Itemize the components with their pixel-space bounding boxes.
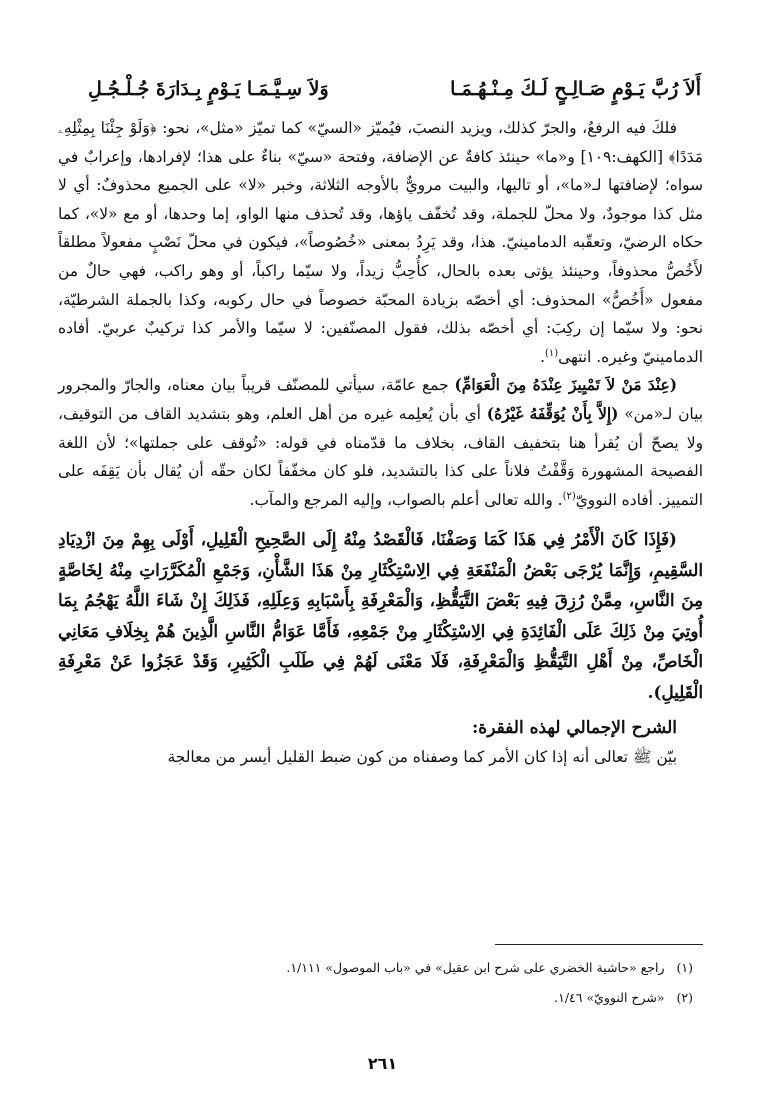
- poetry-verse: [58, 74, 703, 104]
- commentary-text: أي بأن يُعلِمه غيره من أهل العلم، وهو بتشديد القاف من التوقيف، ولا يصحّ أن يُقرأ هنا بتخفيف القاف، بخلاف ما قدّمناه في قوله: «تُوقف على جملتها»؛ لأن اللغة الفصيحة المشهورة وَقَّفْتُ فلاناً على كذا بالتشديد، فلو كان مخفّفاً لكان حقّه أن يُقال بأن يَقِفَه على التمييز. أفاده النوويّ: [58, 404, 703, 509]
- page-number: ٢٦١: [367, 1054, 398, 1073]
- footnote-2: [60, 988, 693, 1008]
- commentary-text: . والله تعالى أعلم بالصواب، وإليه المرجع والمآب.: [249, 490, 563, 509]
- section-heading: الشرح الإجمالي لهذه الفقرة:: [472, 718, 677, 739]
- matn-paragraph: (فَإِذَا كَانَ الْأَمْرُ فِي هَذَا كَمَا وَصَفْنَا، فَالْقَصْدُ مِنْهُ إِلَى الصَّحِيحِ الْقَلِيلِ، أَوْلَى بِهِمْ مِنَ ازْدِيَادِ السَّقِيمِ، وَإِنَّمَا يُرْجَى بَعْضُ الْمَنْفَعَةِ فِي الِاسْتِكْثَارِ مِنْ هَذَا الشَّأْنِ، وَجَمْعِ الْمُكَرَّرَاتِ مِنْهُ لِخَاصَّةٍ مِنَ النَّاسِ، مِمَّنْ رُزِقَ فِيهِ بَعْضَ التَّيَقُّظِ، وَالْمَعْرِفَةِ بِأَسْبَابِهِ وَعِلَلِهِ، فَذَلِكَ إِنْ شَاءَ اللَّهُ يَهْجُمُ بِمَا أُوتِيَ مِنْ ذَلِكَ عَلَى الْفَائِدَةِ فِي الِاسْتِكْثَارِ مِنْ جَمْعِهِ، فَأَمَّا عَوَامُّ النَّاسِ الَّذِينَ هُمْ بِخِلَافِ مَعَانِي الْخَاصِّ، مِنْ أَهْلِ التَّيَقُّظِ وَالْمَعْرِفَةِ، فَلَا مَعْنَى لَهُمْ فِي طَلَبِ الْكَثِيرِ، وَقَدْ عَجَزُوا عَنْ مَعْرِفَةِ الْقَلِيلِ).: [58, 529, 703, 702]
- matn-quote-1: (عِنْدَ مَنْ لاَ تَمْيِيزَ عِنْدَهُ مِنَ الْعَوَامِّ): [454, 376, 677, 395]
- footnote-1: [60, 958, 693, 978]
- verse-first-hemistich: أَلاَ رُبَّ يَـوْمٍ صَـالِـحٍ لَـكَ مِـنْـهُـمَـا: [450, 78, 701, 100]
- footnote-ref-2: (٢): [562, 490, 576, 502]
- footnote-text: «شرح النوويّ» ١/٤٦.: [554, 990, 665, 1005]
- page-body: [58, 74, 703, 772]
- commentary-text: جمع عامّة، سيأتي للمصنّف قريباً بيان معناه، والجارّ والمجرور بيان لـ«من»: [58, 376, 703, 423]
- footnote-divider: [495, 944, 703, 945]
- commentary-paragraph-2: [58, 371, 703, 514]
- commentary-paragraph-1: فلكَ فيه الرفعُ، والجرّ كذلك، ويزيد النصبَ، فيُميّز «السيّ» كما تميّز «مثل»، نحو: ﴿وَلَوْ جِئْنَا بِمِثْلِهِۦ مَدَدًا﴾ [الكهف:١٠٩] و«ما» حينئذ كافةٌ عن الإضافة، وفتحة «سيّ» بناءٌ على هذا؛ لإفرادها، وإعرابٌ في سواه؛ لإضافتها لـ«ما»، أو تاليها، والبيت مرويٌّ بالأوجه الثلاثة، وخبر «لا» على الجميع محذوفٌ: أي لا مثل كذا موجودٌ، ولا محلّ للجملة، وقد تُخفّف ياؤها، وقد تُحذف منها الواو، إما وحدها، أو مع «لا»، كما حكاه الرضيّ، وتعقّبه الدمامينيّ. هذا، وقد يَرِدُ بمعنى «خُصُوصاً»، فيكون في محلّ نَصْبٍ مفعولاً مطلقاً لأَخُصُّ محذوفاً، وحينئذ يؤتى بعده بالحال، كأُحِبُّ زيداً، ولا سيّما راكباً، أو وهو راكب، فهي حالٌ من مفعول «أَخُصُّ» المحذوف: أي أخصّه بزيادة المحبّة خصوصاً في حال ركوبه، وكذا بالجملة الشرطيّة، نحو: ولا سيّما إن ركِبَ: أي أخصّه بذلك، فقول المصنّفين: لا سيّما والأمر كذا تركيبٌ عربيّ. أفاده الدمامينيّ وغيره. انتهى$^{(١)}$.: [58, 119, 703, 366]
- commentary-text: فلكَ فيه الرفعُ، والجرّ كذلك، ويزيد النصبَ، فيُميّز «السيّ» كما تميّز «مثل»، نحو: ﴿وَلَوْ جِئْنَا بِمِثْلِهِۦ مَدَدًا﴾ [الكهف:١٠٩] و«ما» حينئذ كافةٌ عن الإضافة، وفتحة «سيّ» بناءٌ على هذا؛ لإفرادها، وإعرابٌ في سواه؛ لإضافتها لـ«ما»، أو تاليها، والبيت مرويٌّ بالأوجه الثلاثة، وخبر «لا» على الجميع محذوفٌ: أي لا مثل كذا موجودٌ، ولا محلّ للجملة، وقد تُخفّف ياؤها، وقد تُحذف منها الواو، إما وحدها، أو مع «لا»، كما حكاه الرضيّ، وتعقّبه الدمامينيّ. هذا، وقد يَرِدُ بمعنى «خُصُوصاً»، فيكون في محلّ نَصْبٍ مفعولاً مطلقاً لأَخُصُّ محذوفاً، وحينئذ يؤتى بعده بالحال، كأُحِبُّ زيداً، ولا سيّما راكباً، أو وهو راكب، فهي حالٌ من مفعول «أَخُصُّ» المحذوف: أي أخصّه بزيادة المحبّة خصوصاً في حال ركوبه، وكذا بالجملة الشرطيّة، نحو: ولا سيّما إن ركِبَ: أي أخصّه بذلك، فقول المصنّفين: لا سيّما والأمر كذا تركيبٌ عربيّ. أفاده الدمامينيّ وغيره. انتهى: [58, 119, 703, 366]
- verse-second-hemistich: وَلاَ سِـيَّـمَـا يَـوْمٍ بِـدَارَةَ جُـلْـجُـلِ: [88, 78, 329, 100]
- footnote-number: (٢): [676, 990, 693, 1005]
- footnote-ref-1: (١): [544, 347, 559, 359]
- footnote-number: (١): [676, 960, 693, 975]
- section-paragraph: بيّن ﷺ تعالى أنه إذا كان الأمر كما وصفناه من كون ضبط القليل أيسر من معالجة: [167, 748, 677, 767]
- matn-quote-2: (إِلاَّ بِأَنْ يُوَقِّفَهُ غَيْرُهُ): [486, 404, 619, 423]
- footnote-text: راجع «حاشية الخضري على شرح ابن عقيل» في «باب الموصول» ١/١١١.: [286, 960, 665, 975]
